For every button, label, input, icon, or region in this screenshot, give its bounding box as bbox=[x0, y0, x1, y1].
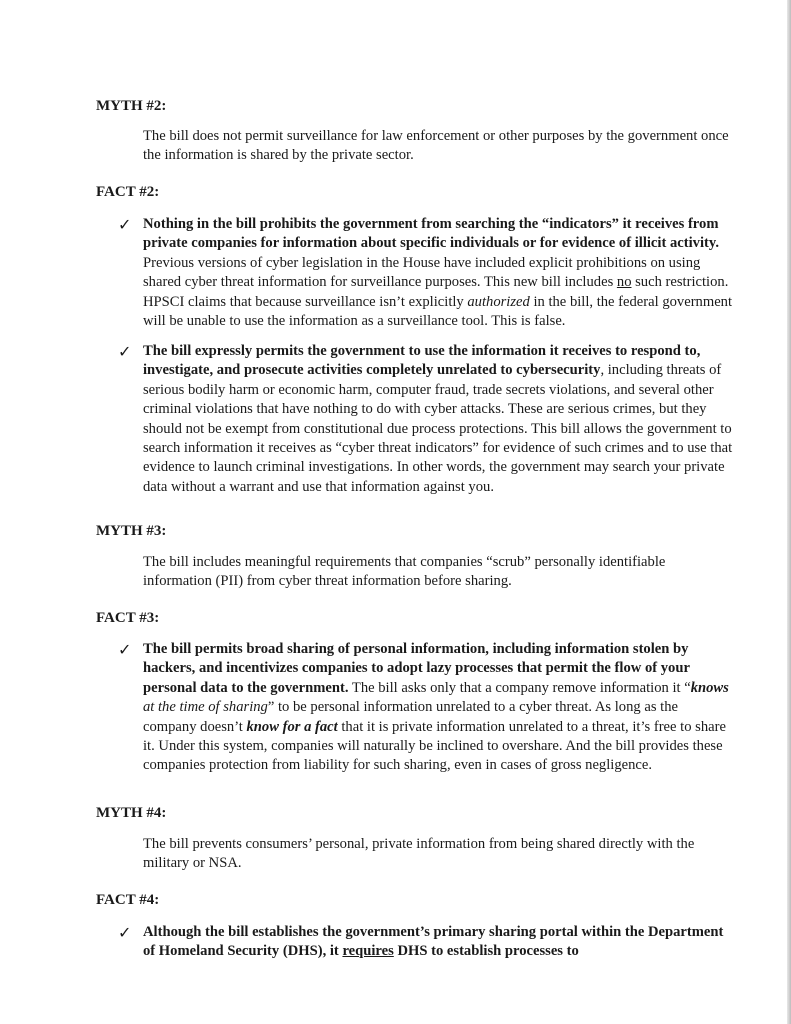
fact-4-heading: FACT #4: bbox=[96, 892, 160, 908]
fact-4-bullet-1-text-b: DHS to establish processes to bbox=[393, 943, 579, 960]
checkmark-icon: ✓ bbox=[118, 342, 132, 361]
fact-2-bullet-2-lead: The bill expressly permits the government to use the information it receives to respond to, investigate, and prosecute activities completely unrelated to cybersecurity bbox=[143, 343, 701, 379]
myth-4-text: The bill prevents consumers’ personal, private information from being shared directly with the military or NSA. bbox=[143, 836, 695, 872]
fact-3-bullet-1 bbox=[143, 640, 733, 776]
checkmark-icon: ✓ bbox=[118, 923, 132, 942]
myth-2-text: The bill does not permit surveillance for law enforcement or other purposes by the government once the information is shared by the private sector. bbox=[143, 128, 729, 164]
fact-3-bullet-1-text-b: ” to be personal information unrelated to a cyber threat. As long as the company doesn’t bbox=[143, 699, 678, 735]
checkmark-icon: ✓ bbox=[118, 215, 132, 234]
fact-4-bullet-1 bbox=[143, 923, 733, 962]
fact-2-bullet-1-text-b: such restriction. HPSCI claims that because surveillance isn’t explicitly bbox=[143, 274, 729, 310]
fact-3-bullet-1-knows: knows bbox=[690, 679, 729, 696]
fact-2-bullet-2-text: , including threats of serious bodily harm or economic harm, computer fraud, trade secrets violations, and several other criminal violations that have nothing to do with cyber attacks. These are serious crimes, but they should not be exempt from constitutional due process protections. This bill allows the government to search information it receives as “cyber threat indicators” for evidence of such crimes and to use that evidence to launch criminal investigations. In other words, the government may search your private data without a warrant and use that information against you. bbox=[143, 362, 733, 495]
fact-3-heading: FACT #3: bbox=[96, 610, 160, 626]
fact-2-bullet-1-lead: Nothing in the bill prohibits the government from searching the “indicators” it receives from private companies for information about specific individuals or for evidence of illicit activity. bbox=[143, 216, 720, 252]
fact-3-bullet-1-lead: The bill permits broad sharing of personal information, including information stolen by hackers, and incentivizes companies to adopt lazy processes that permit the flow of your personal data to the government. bbox=[143, 641, 690, 696]
fact-3-bullet-1-know-for-a-fact: know for a fact bbox=[246, 718, 338, 735]
myth-4-heading: MYTH #4: bbox=[96, 805, 167, 821]
scan-page-edge bbox=[787, 0, 791, 1024]
fact-2-bullet-1-italic-authorized: authorized bbox=[467, 293, 530, 310]
fact-2-bullet-1-text-a: Previous versions of cyber legislation in the House have included explicit prohibitions on using shared cyber threat information for surveillance purposes. This new bill includes bbox=[143, 254, 701, 291]
fact-2-bullet-1-underline-no: no bbox=[616, 274, 632, 291]
myth-3-text: The bill includes meaningful requirements that companies “scrub” personally identifiable information (PII) from cyber threat information before sharing. bbox=[143, 554, 666, 590]
myth-3-heading: MYTH #3: bbox=[96, 523, 167, 539]
fact-4-bullet-1-requires: requires bbox=[342, 943, 394, 960]
fact-2-heading: FACT #2: bbox=[96, 184, 160, 200]
fact-2-bullet-1 bbox=[143, 215, 733, 331]
fact-3-bullet-1-text-a: The bill asks only that a company remove information it “ bbox=[348, 679, 691, 696]
fact-3-bullet-1-at-time-of-sharing: at the time of sharing bbox=[143, 699, 268, 716]
fact-2-bullet-2 bbox=[143, 342, 733, 497]
fact-4-bullet-1-text-a: Although the bill establishes the government’s primary sharing portal within the Department of Homeland Security (DHS), it bbox=[143, 924, 724, 960]
myth-2-heading: MYTH #2: bbox=[96, 98, 167, 114]
fact-3-bullet-1-text-c: that it is private information unrelated to a threat, it’s free to share it. Under this system, companies will naturally be inclined to overshare. And the bill provides these companies protection from liability for such sharing, even in cases of gross negligence. bbox=[143, 718, 726, 774]
fact-2-bullet-1-text-c: in the bill, the federal government will be unable to use the information as a surveillance tool. This is false. bbox=[143, 293, 733, 330]
checkmark-icon: ✓ bbox=[118, 640, 132, 659]
